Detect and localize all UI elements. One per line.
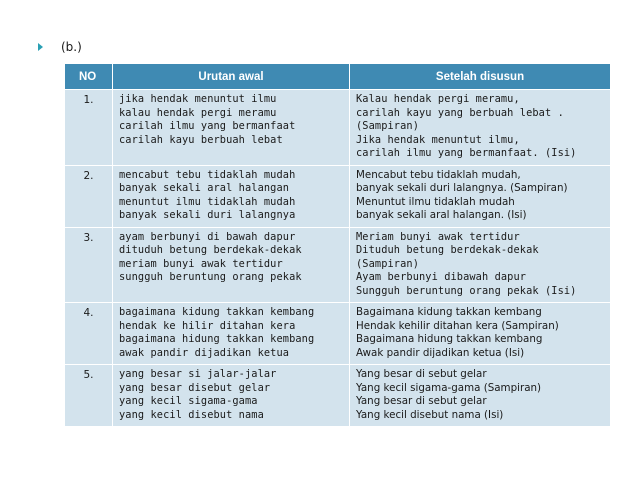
verse-line: bagaimana hidung takkan kembang <box>119 333 315 345</box>
verse-line: yang besar disebut gelar <box>119 381 271 394</box>
row-number: 2. <box>65 165 113 227</box>
verse-line: dituduh betung berdekak-dekak <box>119 244 302 256</box>
verse-line: Yang kecil disebut nama (Isi) <box>356 408 504 421</box>
verse-line: Hendak kehilir ditahan kera (Sampiran) <box>356 319 559 332</box>
pantun-table <box>64 63 611 427</box>
table-row <box>65 303 611 365</box>
verse-line: carilah kayu berbuah lebat <box>119 133 283 146</box>
original-cell <box>113 303 350 365</box>
verse-line: carilah ilmu yang bermanfaat <box>119 120 296 132</box>
verse-line: yang besar si jalar-jalar <box>119 368 277 380</box>
verse-line: banyak sekali duri lalangnya. (Sampiran) <box>356 182 568 194</box>
arranged-cell <box>350 165 611 227</box>
verse-line: Sungguh beruntung orang pekak (Isi) <box>356 284 577 297</box>
verse-line: mencabut tebu tidaklah mudah <box>119 168 296 181</box>
verse-line: Yang besar di sebut gelar <box>356 395 487 407</box>
verse-line: Kalau hendak pergi meramu, <box>356 93 520 105</box>
original-cell <box>113 365 350 427</box>
table-row <box>65 165 611 227</box>
verse-line: Awak pandir dijadikan ketua (Isi) <box>356 346 525 359</box>
verse-line: Jika hendak menuntut ilmu, <box>356 133 520 146</box>
verse-line: ayam berbunyi di bawah dapur <box>119 230 296 243</box>
original-cell <box>113 90 350 166</box>
table-row <box>65 365 611 427</box>
row-number: 1. <box>65 90 113 166</box>
verse-line: Mencabut tebu tidaklah mudah, <box>356 168 521 181</box>
table-row <box>65 227 611 303</box>
row-number: 3. <box>65 227 113 303</box>
verse-line: jika hendak menuntut ilmu <box>119 93 277 105</box>
verse-line: Bagaimana kidung takkan kembang <box>356 306 542 318</box>
verse-line: banyak sekali aral halangan. (Isi) <box>356 209 527 221</box>
verse-line: yang kecil sigama-gama <box>119 395 258 407</box>
table-row <box>65 90 611 166</box>
arranged-cell <box>350 227 611 303</box>
verse-line: banyak sekali aral halangan <box>119 182 290 194</box>
verse-line: bagaimana kidung takkan kembang <box>119 306 315 318</box>
header-arranged-order: Setelah disusun <box>350 64 611 90</box>
verse-line: Ayam berbunyi dibawah dapur <box>356 271 527 283</box>
verse-line: Bagaimana hidung takkan kembang <box>356 333 543 345</box>
triangle-bullet-icon <box>38 43 43 51</box>
arranged-cell <box>350 365 611 427</box>
original-cell <box>113 165 350 227</box>
verse-line: carilah ilmu yang bermanfaat. (Isi) <box>356 147 577 159</box>
bullet-label: (b.) <box>61 40 82 54</box>
row-number: 5. <box>65 365 113 427</box>
header-original-order: Urutan awal <box>113 64 350 90</box>
arranged-cell <box>350 303 611 365</box>
verse-line: menuntut ilmu tidaklah mudah <box>119 195 296 208</box>
verse-line: Yang besar di sebut gelar <box>356 368 487 380</box>
verse-line: Meriam bunyi awak tertidur <box>356 230 520 243</box>
bullet-item <box>38 40 82 54</box>
header-no: NO <box>65 64 113 90</box>
verse-line: awak pandir dijadikan ketua <box>119 346 290 359</box>
verse-line: yang kecil disebut nama <box>119 408 264 421</box>
verse-line: banyak sekali duri lalangnya <box>119 209 296 221</box>
table-header-row <box>65 64 611 90</box>
verse-line: kalau hendak pergi meramu <box>119 106 277 119</box>
original-cell <box>113 227 350 303</box>
verse-line: carilah kayu yang berbuah lebat . <box>356 106 564 119</box>
verse-line: Menuntut ilmu tidaklah mudah <box>356 195 515 208</box>
row-number: 4. <box>65 303 113 365</box>
verse-line: hendak ke hilir ditahan kera <box>119 319 296 332</box>
arranged-cell <box>350 90 611 166</box>
verse-line: Yang kecil sigama-gama (Sampiran) <box>356 381 542 394</box>
verse-line: Dituduh betung berdekak-dekak <box>356 244 539 256</box>
verse-line: sungguh beruntung orang pekak <box>119 271 302 283</box>
verse-line: (Sampiran) <box>356 257 419 270</box>
verse-line: (Sampiran) <box>356 120 419 132</box>
verse-line: meriam bunyi awak tertidur <box>119 257 283 270</box>
